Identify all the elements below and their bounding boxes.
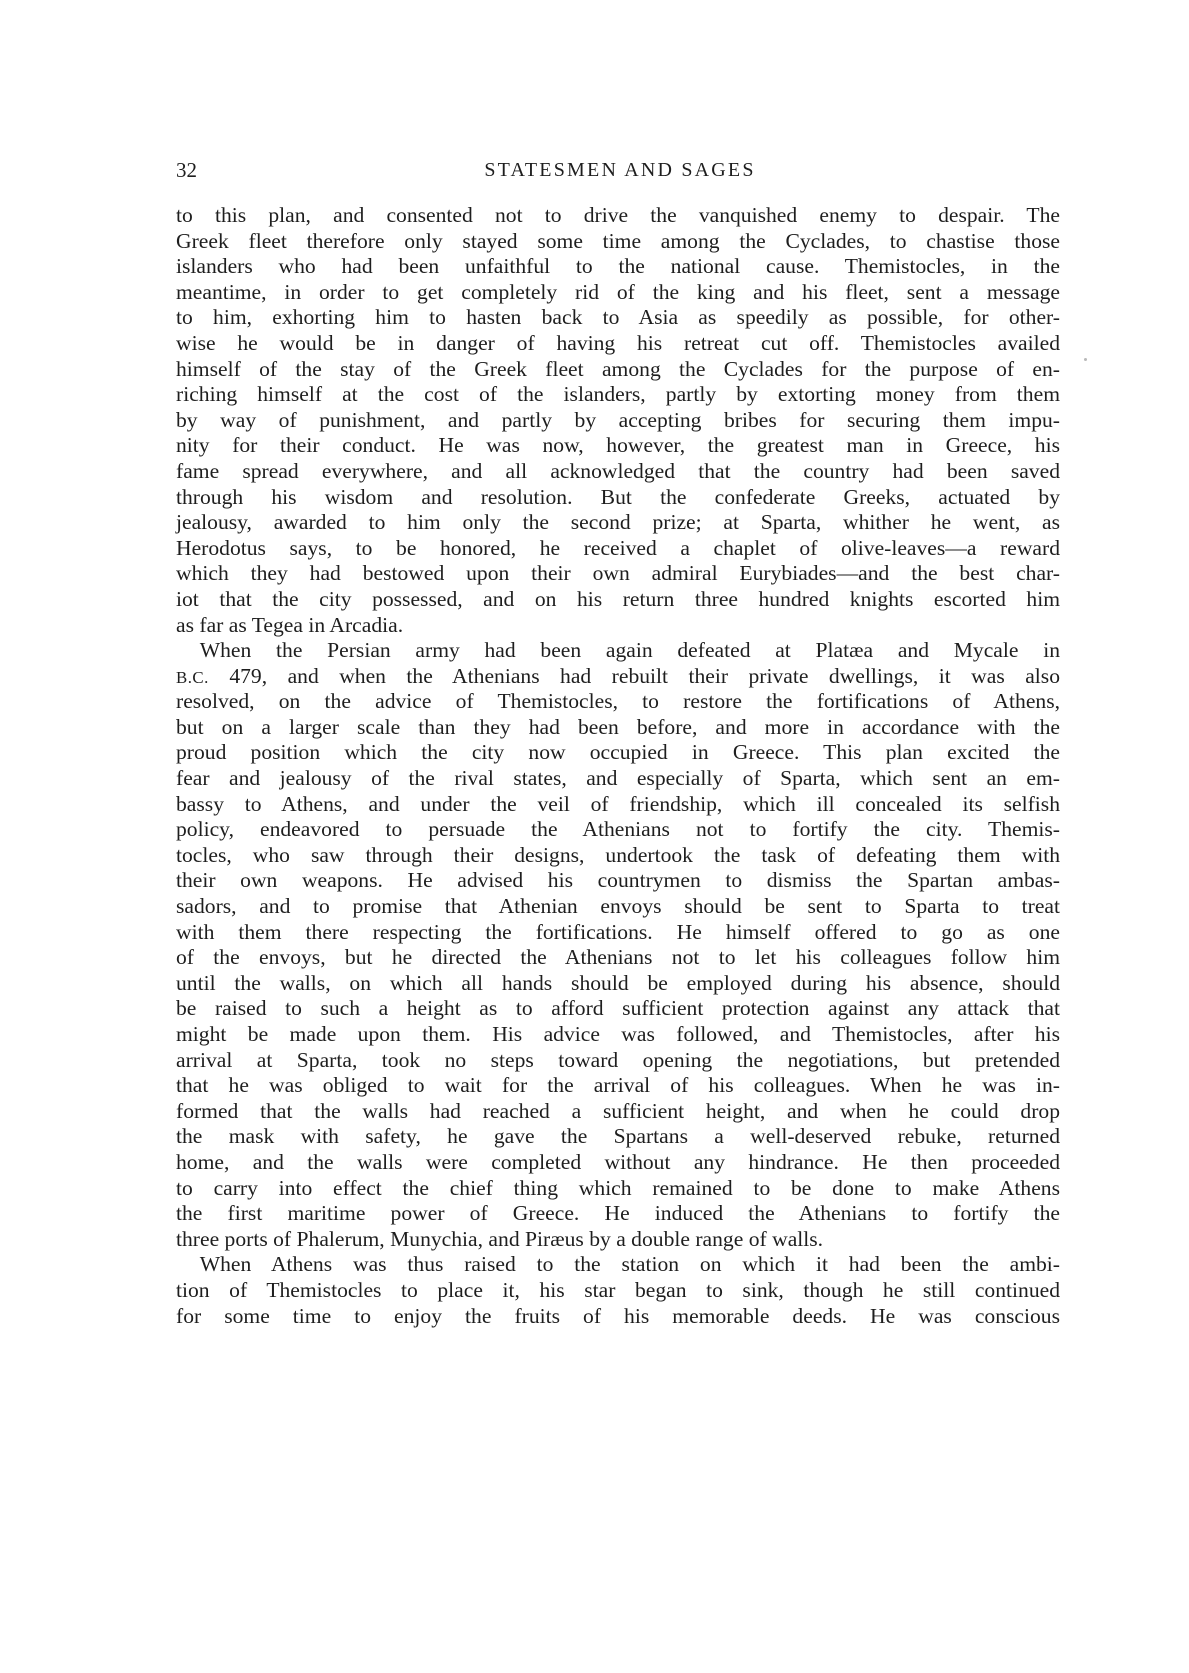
text-line: wise he would be in danger of having his retreat cut off. Themistocles availed <box>176 330 1060 355</box>
paragraph-1 <box>176 203 1060 638</box>
text-line: for some time to enjoy the fruits of his memorable deeds. He was conscious <box>176 1303 1060 1328</box>
text-line-with-date <box>176 664 1060 690</box>
text-line: When the Persian army had been again defeated at Platæa and Mycale in <box>199 638 1060 663</box>
text-line: sadors, and to promise that Athenian envoys should be sent to Sparta to treat <box>176 894 1060 919</box>
text-line: the first maritime power of Greece. He induced the Athenians to fortify the <box>176 1201 1060 1226</box>
page-number: 32 <box>176 158 197 182</box>
text-line: to him, exhorting him to hasten back to Asia as speedily as possible, for other- <box>176 305 1060 330</box>
running-title: STATESMEN AND SAGES <box>484 159 756 181</box>
text-line: their own weapons. He advised his countrymen to dismiss the Spartan ambas- <box>176 868 1060 893</box>
paragraph-2 <box>176 638 1060 1252</box>
text-line: riching himself at the cost of the islanders, partly by extorting money from them <box>176 382 1060 407</box>
text-line: but on a larger scale than they had been before, and more in accordance with the <box>176 714 1060 739</box>
text-line: meantime, in order to get completely rid of the king and his fleet, sent a message <box>176 279 1060 304</box>
text-line: to this plan, and consented not to drive the vanquished enemy to despair. The <box>176 203 1060 227</box>
text-line: fear and jealousy of the rival states, and especially of Sparta, which sent an em- <box>176 766 1060 791</box>
running-header <box>176 155 1064 185</box>
text-line: which they had bestowed upon their own admiral Eurybiades—and the best char- <box>176 561 1060 586</box>
text-line: Greek fleet therefore only stayed some time among the Cyclades, to chastise those <box>176 228 1060 253</box>
body-text <box>176 203 1060 1329</box>
text-line: formed that the walls had reached a sufficient height, and when he could drop <box>176 1098 1060 1123</box>
text-line: home, and the walls were completed without any hindrance. He then proceeded <box>176 1149 1060 1174</box>
text-line-rest: 479, and when the Athenians had rebuilt their private dwellings, it was also <box>229 663 1060 688</box>
text-line: arrival at Sparta, took no steps toward opening the negotiations, but pretended <box>176 1047 1060 1072</box>
text-line: three ports of Phalerum, Munychia, and Piræus by a double range of walls. <box>176 1226 824 1251</box>
text-line: fame spread everywhere, and all acknowledged that the country had been saved <box>176 458 1060 483</box>
paragraph-3 <box>176 1252 1060 1329</box>
text-line: tocles, who saw through their designs, undertook the task of defeating them with <box>176 842 1060 867</box>
text-line: as far as Tegea in Arcadia. <box>176 612 404 637</box>
text-line: tion of Themistocles to place it, his star began to sink, though he still continued <box>176 1277 1060 1302</box>
text-line: When Athens was thus raised to the station on which it had been the ambi- <box>199 1252 1060 1277</box>
text-line: of the envoys, but he directed the Athenians not to let his colleagues follow him <box>176 945 1060 970</box>
text-line: that he was obliged to wait for the arrival of his colleagues. When he was in- <box>176 1073 1060 1098</box>
text-line: policy, endeavored to persuade the Athenians not to fortify the city. Themis- <box>176 817 1060 842</box>
text-line: to carry into effect the chief thing which remained to be done to make Athens <box>176 1175 1060 1200</box>
text-line: nity for their conduct. He was now, however, the greatest man in Greece, his <box>176 433 1060 458</box>
text-line: jealousy, awarded to him only the second prize; at Sparta, whither he went, as <box>176 510 1060 535</box>
scan-speck <box>1084 358 1087 361</box>
text-line: iot that the city possessed, and on his return three hundred knights escorted him <box>176 586 1060 611</box>
text-line: resolved, on the advice of Themistocles, to restore the fortifications of Athens, <box>176 689 1060 714</box>
text-line: bassy to Athens, and under the veil of friendship, which ill concealed its selfish <box>176 791 1060 816</box>
text-line: the mask with safety, he gave the Spartans a well-deserved rebuke, returned <box>176 1124 1060 1149</box>
text-line: islanders who had been unfaithful to the national cause. Themistocles, in the <box>176 254 1060 279</box>
text-line: until the walls, on which all hands should be employed during his absence, should <box>176 970 1060 995</box>
text-line: himself of the stay of the Greek fleet among the Cyclades for the purpose of en- <box>176 356 1060 381</box>
text-line: Herodotus says, to be honored, he received a chaplet of olive-leaves—a reward <box>176 535 1060 560</box>
text-line: proud position which the city now occupied in Greece. This plan excited the <box>176 740 1060 765</box>
text-line: be raised to such a height as to afford sufficient protection against any attack that <box>176 996 1060 1021</box>
text-line: by way of punishment, and partly by accepting bribes for securing them impu- <box>176 407 1060 432</box>
text-line: might be made upon them. His advice was followed, and Themistocles, after his <box>176 1022 1060 1046</box>
text-line: with them there respecting the fortifications. He himself offered to go as one <box>176 919 1060 944</box>
text-line: through his wisdom and resolution. But the confederate Greeks, actuated by <box>176 484 1060 509</box>
era-marker: B.C. <box>176 667 209 687</box>
